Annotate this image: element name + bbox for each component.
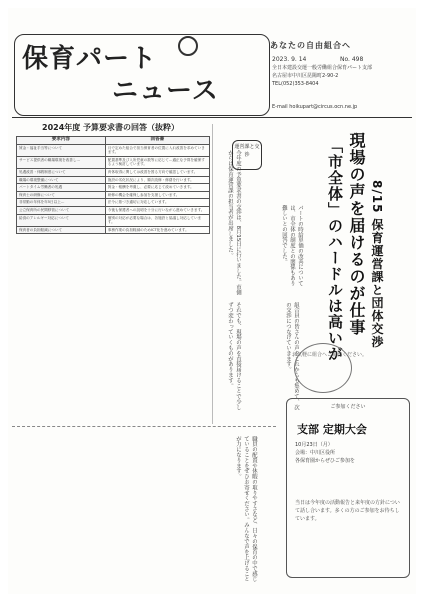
- article-column: 組合員の皆さんの声をこれからも集めて、次の交渉につなげていきます。: [285, 302, 299, 410]
- budget-request-table: [16, 136, 210, 234]
- table-cell: 給食のアレルギー対応について: [17, 214, 106, 226]
- section-divider: [12, 426, 276, 427]
- newsletter-title-part2: ニュース: [112, 76, 219, 106]
- table-row: [17, 214, 210, 226]
- table-cell: 処遇改善・休暇制度について: [17, 168, 106, 176]
- table-row: [17, 168, 210, 176]
- article-column: それでも、現場の声を直接届けることで少しずつ変わっていくものがあります。: [227, 302, 241, 410]
- table-cell: 保育者の負担軽減について: [17, 226, 106, 234]
- email-address: E-mail hoikupart@circus.ocn.ne.jp: [272, 104, 358, 110]
- table-cell: 施設の劣化状況により、順次改修・修繕を行います。: [105, 176, 209, 184]
- table-cell: サービス提供者の職場環境を改善し…: [17, 156, 106, 168]
- table-cell: 研修の機会を確保し参加を支援しています。: [105, 191, 209, 199]
- publisher-line: TEL(052)353-8404: [272, 81, 319, 87]
- newsletter-title-part1: 保育パート: [22, 44, 158, 74]
- table-row: [17, 184, 210, 192]
- notice-details: [295, 441, 403, 465]
- table-cell: 法令に基づき適切に対応しています。: [105, 199, 209, 207]
- table-row: [17, 144, 210, 156]
- sidebar-note: お気軽に組合へご相談ください。: [292, 352, 368, 358]
- table-cell: パートタイム労働者の処遇: [17, 184, 106, 192]
- headline-tertiary: 8/15 保育運営課と団体交渉: [370, 180, 384, 349]
- table-row: [17, 206, 210, 214]
- table-cell: 月で定めた組合で担当保育者の位置に入れ改善を求めていきます。: [105, 144, 209, 156]
- article-column: 職員の配置や休暇の取りやすさなど、日々の保育の中で感じていることをぜひお寄せください。みんなで声を上げることが力になります。: [235, 436, 257, 582]
- headline-primary: 「市全体」のハードルは高いが: [326, 138, 344, 362]
- table-cell: 賃金・報酬を考慮し、必要に応じて改めていきます。: [105, 184, 209, 192]
- notice-header: ご参加ください: [330, 404, 366, 410]
- table-cell: 非常勤の年休を年5日以上…: [17, 199, 106, 207]
- publisher-line: 全日本建設交運一般労働組合保育パート支部: [272, 65, 373, 71]
- notice-footer: 当日は今年度の活動報告と来年度の方針について話し合います。多くの方のご参加をお待ちしています。: [295, 500, 400, 522]
- notice-title: 支部 定期大会: [297, 423, 367, 436]
- article-badge: 運営課と交渉: [232, 140, 262, 170]
- sun-icon: [178, 36, 198, 56]
- masthead-divider: [12, 117, 412, 118]
- table-cell: 個別の対応が必要な場合は、各施設と協議し対応しています。: [105, 214, 209, 226]
- publisher-line: 名古屋市中川区昆陽町2-90-2: [272, 73, 339, 79]
- table-cell: 公立保育所の民間移管について: [17, 206, 106, 214]
- table-cell: 職場の環境整備について: [17, 176, 106, 184]
- table-row: [17, 176, 210, 184]
- issue-number: No. 498: [340, 56, 364, 63]
- table-row: [17, 199, 210, 207]
- article-column: パートの時給単価の改善については、市全体の制度との関係もあり難しいとの回答でした。: [281, 205, 303, 286]
- publisher-info: [272, 64, 412, 88]
- notice-place: 会場：中川区役所: [295, 450, 336, 456]
- table-cell: 賃金・福祉手当等について: [17, 144, 106, 156]
- table-cell: 今後も保護者への説明を十分に行いながら進めていきます。: [105, 206, 209, 214]
- table-row: [17, 191, 210, 199]
- issue-date: 2023. 9. 14: [272, 56, 307, 63]
- notice-date: 10月23日（月）: [295, 442, 333, 448]
- table-title: 2024年度 予算要求書の回答（抜粋）: [42, 123, 180, 132]
- tagline: あなたの自由組合へ: [270, 41, 351, 50]
- table-cell: 保育士の研修について: [17, 191, 106, 199]
- event-notice-box: [286, 398, 410, 578]
- table-cell: 育休取得に関しては改善を図る方向で確認しています。: [105, 168, 209, 176]
- article-column: 今年度の予算要求書の交渉は、8月15日に行いました。市側からは保育運営課の担当者が出席しました。: [227, 150, 241, 296]
- table-header: 要求内容: [17, 137, 106, 145]
- table-cell: 事務作業の負担軽減のためICT化を進めています。: [105, 226, 209, 234]
- table-cell: 配置基準及び入所児童の数等に応じて…適正な予算を確保するよう検討しています。: [105, 156, 209, 168]
- headline-secondary: 現場の声を届けるのが仕事: [347, 132, 366, 336]
- notice-detail: 各保育園からぜひご参加を: [295, 458, 355, 464]
- table-row: [17, 226, 210, 234]
- table-header: 回答書: [105, 137, 209, 145]
- table-row: [17, 156, 210, 168]
